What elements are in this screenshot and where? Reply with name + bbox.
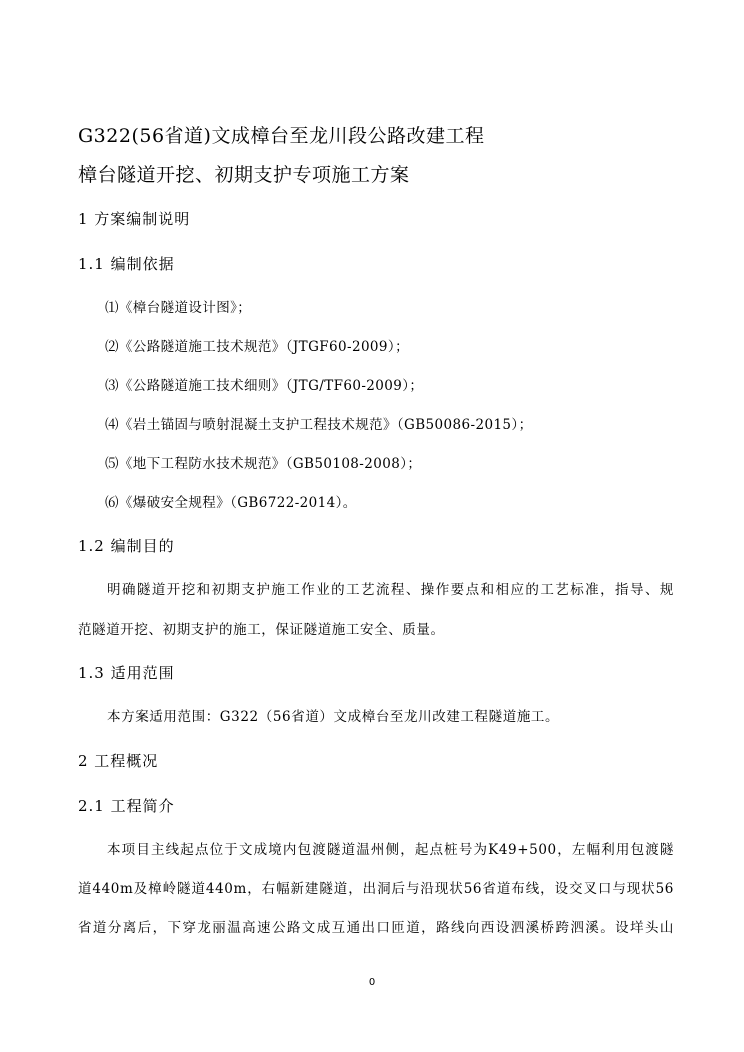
basis-item-1: ⑴《樟台隧道设计图》； [105, 300, 252, 316]
document-title-line2: 樟台隧道开挖、初期支护专项施工方案 [78, 164, 410, 186]
basis-item-5: ⑸《地下工程防水技术规范》（GB50108-2008）； [105, 456, 422, 472]
page-number: 0 [368, 977, 376, 988]
purpose-paragraph-line2: 范隧道开挖、初期支护的施工，保证隧道施工安全、质量。 [78, 622, 445, 638]
basis-item-3: ⑶《公路隧道施工技术细则》（JTG/TF60-2009）； [105, 378, 424, 394]
section-heading-1-2: 1.2 编制目的 [78, 537, 175, 555]
section-heading-1-3: 1.3 适用范围 [78, 664, 175, 682]
document-title-line1: G322(56省道)文成樟台至龙川段公路改建工程 [78, 125, 485, 147]
section-heading-1: 1 方案编制说明 [78, 210, 191, 228]
section-heading-1-1: 1.1 编制依据 [78, 255, 175, 273]
basis-item-6: ⑹《爆破安全规程》（GB6722-2014）。 [105, 495, 357, 511]
intro-paragraph-line2: 道440m及樟岭隧道440m，右幅新建隧道，出洞后与沿现状56省道布线，设交叉口与现状56 [78, 881, 674, 897]
intro-paragraph-line1: 本项目主线起点位于文成境内包渡隧道温州侧，起点桩号为K49+500，左幅利用包渡隧 [107, 842, 674, 858]
basis-item-4: ⑷《岩土锚固与喷射混凝土支护工程技术规范》（GB50086-2015）； [105, 417, 533, 433]
scope-paragraph: 本方案适用范围：G322（56省道）文成樟台至龙川改建工程隧道施工。 [107, 709, 560, 725]
purpose-paragraph-line1: 明确隧道开挖和初期支护施工作业的工艺流程、操作要点和相应的工艺标准，指导、规 [107, 582, 674, 598]
section-heading-2-1: 2.1 工程简介 [78, 797, 175, 815]
intro-paragraph-line3: 省道分离后，下穿龙丽温高速公路文成互通出口匝道，路线向西设泗溪桥跨泗溪。设垟头山 [78, 920, 674, 936]
basis-item-2: ⑵《公路隧道施工技术规范》（JTGF60-2009）； [105, 339, 409, 355]
section-heading-2: 2 工程概况 [78, 752, 159, 770]
